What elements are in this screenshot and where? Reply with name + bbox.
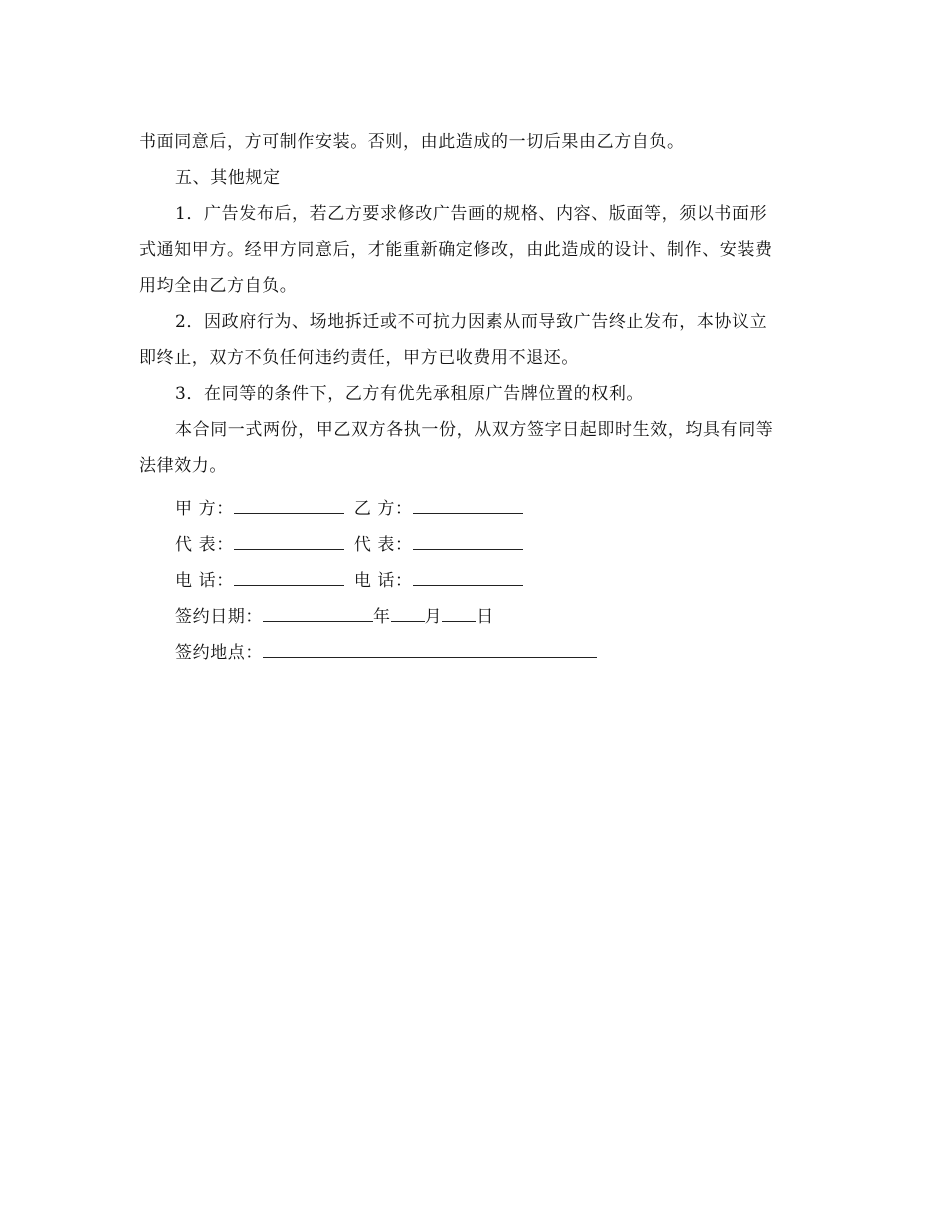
rep-b-label: 代 表： bbox=[353, 535, 413, 555]
paragraph-line: 书面同意后，方可制作安装。否则，由此造成的一切后果由乙方自负。 bbox=[139, 132, 685, 152]
signature-row-date bbox=[175, 606, 494, 627]
paragraph-line: 3．在同等的条件下，乙方有优先承租原广告牌位置的权利。 bbox=[175, 384, 645, 404]
section-heading: 五、其他规定 bbox=[175, 168, 281, 188]
signature-row-representative bbox=[175, 534, 523, 555]
party-a-label: 甲 方： bbox=[175, 499, 234, 519]
paragraph-line: 本合同一式两份，甲乙双方各执一份，从双方签字日起即时生效，均具有同等 bbox=[175, 420, 774, 440]
rep-a-blank[interactable] bbox=[234, 534, 344, 550]
year-blank[interactable] bbox=[263, 606, 373, 622]
paragraph-line: 1．广告发布后，若乙方要求修改广告画的规格、内容、版面等，须以书面形 bbox=[175, 204, 768, 224]
phone-a-blank[interactable] bbox=[234, 570, 344, 586]
rep-a-label: 代 表： bbox=[175, 535, 234, 555]
rep-b-blank[interactable] bbox=[413, 534, 523, 550]
phone-b-blank[interactable] bbox=[413, 570, 523, 586]
paragraph-line: 用均全由乙方自负。 bbox=[139, 276, 298, 296]
party-b-label: 乙 方： bbox=[353, 499, 413, 519]
paragraph-line: 法律效力。 bbox=[139, 456, 227, 476]
signature-row-place bbox=[175, 642, 597, 663]
day-blank[interactable] bbox=[442, 606, 476, 622]
contract-text bbox=[139, 124, 819, 484]
party-b-blank[interactable] bbox=[413, 498, 523, 514]
year-label: 年 bbox=[373, 607, 391, 627]
date-label: 签约日期： bbox=[175, 607, 263, 627]
month-blank[interactable] bbox=[391, 606, 425, 622]
signature-row-phone bbox=[175, 570, 523, 591]
month-label: 月 bbox=[424, 607, 443, 627]
place-blank[interactable] bbox=[263, 642, 597, 658]
paragraph-line: 2．因政府行为、场地拆迁或不可抗力因素从而导致广告终止发布，本协议立 bbox=[175, 312, 768, 332]
paragraph-line: 式通知甲方。经甲方同意后，才能重新确定修改，由此造成的设计、制作、安装费 bbox=[139, 240, 773, 260]
party-a-blank[interactable] bbox=[234, 498, 344, 514]
phone-a-label: 电 话： bbox=[175, 571, 234, 591]
place-label: 签约地点： bbox=[175, 643, 263, 663]
paragraph-line: 即终止，双方不负任何违约责任，甲方已收费用不退还。 bbox=[139, 348, 579, 368]
phone-b-label: 电 话： bbox=[353, 571, 413, 591]
day-label: 日 bbox=[476, 607, 494, 627]
signature-row-party bbox=[175, 498, 523, 519]
